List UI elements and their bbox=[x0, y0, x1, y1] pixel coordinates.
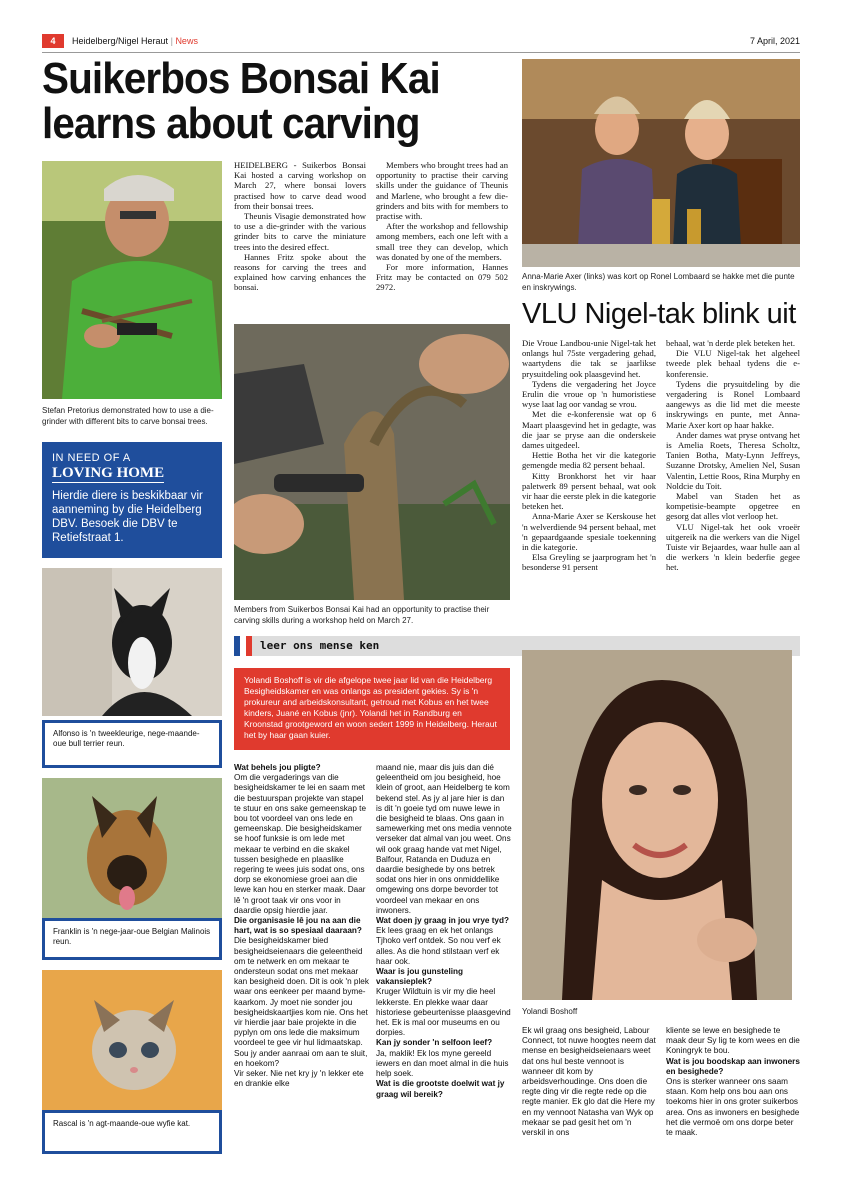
question: Kan jy sonder 'n selfoon leef? bbox=[376, 1038, 493, 1048]
loving-home-box bbox=[42, 442, 222, 558]
question: Die organisasie lê jou na aan die hart, wat is so spesiaal daaraan? bbox=[234, 916, 362, 936]
issue-date: 7 April, 2021 bbox=[749, 36, 800, 46]
question: Wat behels jou pligte? bbox=[234, 763, 321, 772]
publication-name: Heidelberg/Nigel Heraut | News bbox=[72, 36, 198, 46]
photo-yolandi-boshoff bbox=[522, 650, 792, 1000]
photo2-caption: Members from Suikerbos Bonsai Kai had an opportunity to practise their carving skills during a workshop held on March 27. bbox=[234, 605, 490, 625]
profile-photo-caption: Yolandi Boshoff bbox=[522, 1007, 578, 1016]
header-rule bbox=[42, 52, 800, 53]
interview-col3: Ek wil graag ons besigheid, Labour Connect, tot nuwe hoogtes neem dat mense en besigheidseienaars weet dat ons hul beste vennoot is wanneer dit kom by arbeidsverhoudinge. Ons doen die regte ding vir die regte rede op die regte manier. Ek glo dat die Here my en my vennoot Natasha van Wyk op mekaar se pad gesit het om 'n verskil in ons bbox=[522, 1026, 656, 1138]
page-number: 4 bbox=[42, 34, 64, 48]
main-story-col1: HEIDELBERG - Suikerbos Bonsai Kai hosted a carving workshop on March 27, where bonsai lovers practised how to carve dead wood from their bonsai trees. Theunis Visagie demonstrated how to use a die-grinder with the various grinder bits to carve the miniature trees into the desired effect. Hannes Fritz spoke about the reasons for carving the trees and explained how carving enhances the bonsai. bbox=[234, 160, 366, 293]
pet-caption-rascal: Rascal is 'n agt-maande-oue wyfie kat. bbox=[42, 1110, 222, 1154]
interview-col1: Wat behels jou pligte? Om die vergaderings van die besigheidskamer te lei en saam met die bestuurspan projekte van stapel te stuur en ons sake gemeenskap te bou tot voordeel van ons lede en gemeenskap. Die besigheidskamer se hoof funksie is om lede met mekaar te verbind en die skakel tussen besighede en plaaslike regering te wees juis sodat ons, ons dorp se ekonomiese groei aan die lewe kan hou en sterker maak. Daar lê 'n groot taak vir ons voor in daardie opsig hierdie jaar. Die organisasie lê jou na aan die hart, wat is so spesiaal daaraan? Die besigheidskamer bied besigheidseienaars die geleentheid om te netwerk en om mekaar te ondersteun sodat ons met mekaar kan besigheid doen. Dit is ook 'n plek waar ons eenkeer per maand byme-kaarkom. Jy moet nie sonder jou besigheidskaartjies kom nie. Ons het vir hierdie jaar baie projekte in die pyplyn om ons lede die maksimum voordeel te gee vir hul lidmaatskap. Sou jy ander aanraai om aan te sluit, en hoekom? Vir seker. Nie net kry jy 'n lekker ete en drankie elke bbox=[234, 763, 369, 1089]
loving-home-title: LOVING HOME bbox=[52, 465, 165, 481]
profile-bar-title: leer ons mense ken bbox=[260, 639, 380, 652]
loving-home-body: Hierdie diere is beskikbaar vir aanneming by die Heidelberg DBV. Besoek die DBV te Retiefstraat 1. bbox=[52, 490, 203, 544]
vlu-photo-caption: Anna-Marie Axer (links) was kort op Ronel Lombaard se hakke met die punte en inskrywings. bbox=[522, 272, 795, 292]
photo-carving-workshop bbox=[234, 324, 510, 600]
pet-caption-alfonso: Alfonso is 'n tweekleurige, nege-maande-oue bull terrier reun. bbox=[42, 720, 222, 768]
page-header bbox=[42, 34, 800, 50]
main-headline: Suikerbos Bonsai Kai learns about carving bbox=[42, 54, 440, 148]
pet-caption-franklin: Franklin is 'n nege-jaar-oue Belgian Malinois reun. bbox=[42, 918, 222, 960]
photo1-caption: Stefan Pretorius demonstrated how to use a die-grinder with different bits to carve bonsai trees. bbox=[42, 406, 214, 426]
pet-photo-rascal bbox=[42, 970, 222, 1112]
question: Waar is jou gunsteling vakansieplek? bbox=[376, 967, 464, 987]
photo-vlu-women bbox=[522, 59, 800, 267]
pet-photo-alfonso bbox=[42, 568, 222, 716]
question: Wat is die grootste doelwit wat jy graag wil bereik? bbox=[376, 1079, 505, 1099]
vlu-col1: Die Vroue Landbou-unie Nigel-tak het onlangs hul 75ste vergadering gehad, waartydens die tak se jaarlikse prysuitdeling ook plaasgevind het. Tydens die vergadering het Joyce Erulin die vroue op 'n humoristiese wyse laat lag oor vandag se vrou. Met die e-konferensie wat op 6 Maart plaasgevind het in gedagte, was die jaar se pryse aan die onderskeie dames uitgedeel. Hettie Botha het vir die kategorie gemengde media 82 persent behaal. Kitty Bronkhorst het vir haar paletwerk 89 persent behaal, wat ook vir haar die eerste plek in die kategorie beteken het. Anna-Marie Axer se Kerskouse het 'n welverdiende 94 persent behaal, met 'n gepaardgaande spesiale toekenning in die kategorie. Elsa Greyling se jaarprogram het 'n besonderse 91 persent bbox=[522, 338, 656, 573]
photo-stefan-pretorius bbox=[42, 161, 222, 399]
question: Wat doen jy graag in jou vrye tyd? bbox=[376, 916, 509, 926]
flag-icon bbox=[234, 636, 252, 656]
profile-intro: Yolandi Boshoff is vir die afgelope twee jaar lid van die Heidelberg Besigheidskamer en was onlangs as president gekies. Sy is 'n prokureur and arbeidskonsultant, getroud met Kobus en het twee kinders, Juané en Kobus (jnr). Yolandi het in Randburg en Kroonstad grootgeword en woon sedert 1999 in Heidelberg. Heraut het by haar gaan kuier. bbox=[234, 668, 510, 750]
pet-photo-franklin bbox=[42, 778, 222, 918]
loving-home-kicker: IN NEED OF A bbox=[52, 452, 131, 464]
vlu-headline: VLU Nigel-tak blink uit bbox=[522, 298, 796, 330]
interview-col2: maand nie, maar dis juis dan dié geleentheid om jou besigheid, hoe klein of groot, aan Heidelberg te kom bekend stel. As jy al jare hier is dan is dit 'n goeie tyd om nuwe lewe in die besigheid te blaas. Ons gaan in samewerking met ons media vennote verseker dat almal van jou weet. Ons wil ook graag hande vat met Nigel, Balfour, Ratanda en Duduza en daardie besighede by ons betrek sodat ons hier in ons onmiddellike omgewing ons dorpe bevorder tot voordeel van mekaar en ons inwoners. Wat doen jy graag in jou vrye tyd? Ek lees graag en ek het onlangs Tjhoko verf ontdek. So nou verf ek alles. As die hond stilstaan verf ek haar ook. Waar is jou gunsteling vakansieplek? Kruger Wildtuin is vir my die heel lekkerste. En plekke waar daar historiese gebeurtenisse plaasgevind het. Ek is mal oor museums en ou dorpies. Kan jy sonder 'n selfoon leef? Ja, maklik! Ek los myne gereeld iewers en dan moet almal in die huis help soek. Wat is die grootste doelwit wat jy graag wil bereik? bbox=[376, 763, 512, 1099]
vlu-col2: behaal, wat 'n derde plek beteken het. Die VLU Nigel-tak het algeheel tweede plek behaal tydens die e-konferensie. Tydens die prysuitdeling by die vergadering is Ronel Lombaard aangewys as die lid met die meeste inskrywings en punte, met Anna-Marie Axer kort op haar hakke. Ander dames wat pryse ontvang het is Amelia Roets, Theresa Scholtz, Tanien Botha, Maty-Lynn Jeffreys, Suzanne Drotsky, Amelien Nel, Susan Valentin, Lettie Roos, Rina Murphy en Noldcie du Toit. Mabel van Staden het as kompetisie-beampte opgetree en gesorg dat alles vlot verloop het. VLU Nigel-tak het ook vroeër uitgereik na die werkers van die Nigel Tuiste vir Bejaardes, waar hulle aan al die werkers 'n klein bederfie gegee het. bbox=[666, 338, 800, 573]
section-name: News bbox=[175, 36, 198, 46]
interview-col4: kliente se lewe en besighede te maak deur Sy lig te kom wees en die Koningryk te bou. Wat is jou boodskap aan inwoners en besighede? Ons is sterker wanneer ons saam staan. Kom help ons bou aan ons toekoms hier in ons groter suikerbos area. Ons as inwoners en besighede het die vermoë om ons dorpe beter te maak. bbox=[666, 1026, 800, 1138]
main-story-col2: Members who brought trees had an opportunity to practise their carving skills under the guidance of Theunis and Marlene, who brought a few die-grinders and bits with for members to practise with. After the workshop and fellowship among members, each one left with a small tree they can develop, which was donated by one of the members. For more information, Hannes Fritz may be contacted on 079 502 2972. bbox=[376, 160, 508, 293]
question: Wat is jou boodskap aan inwoners en besighede? bbox=[666, 1056, 800, 1076]
